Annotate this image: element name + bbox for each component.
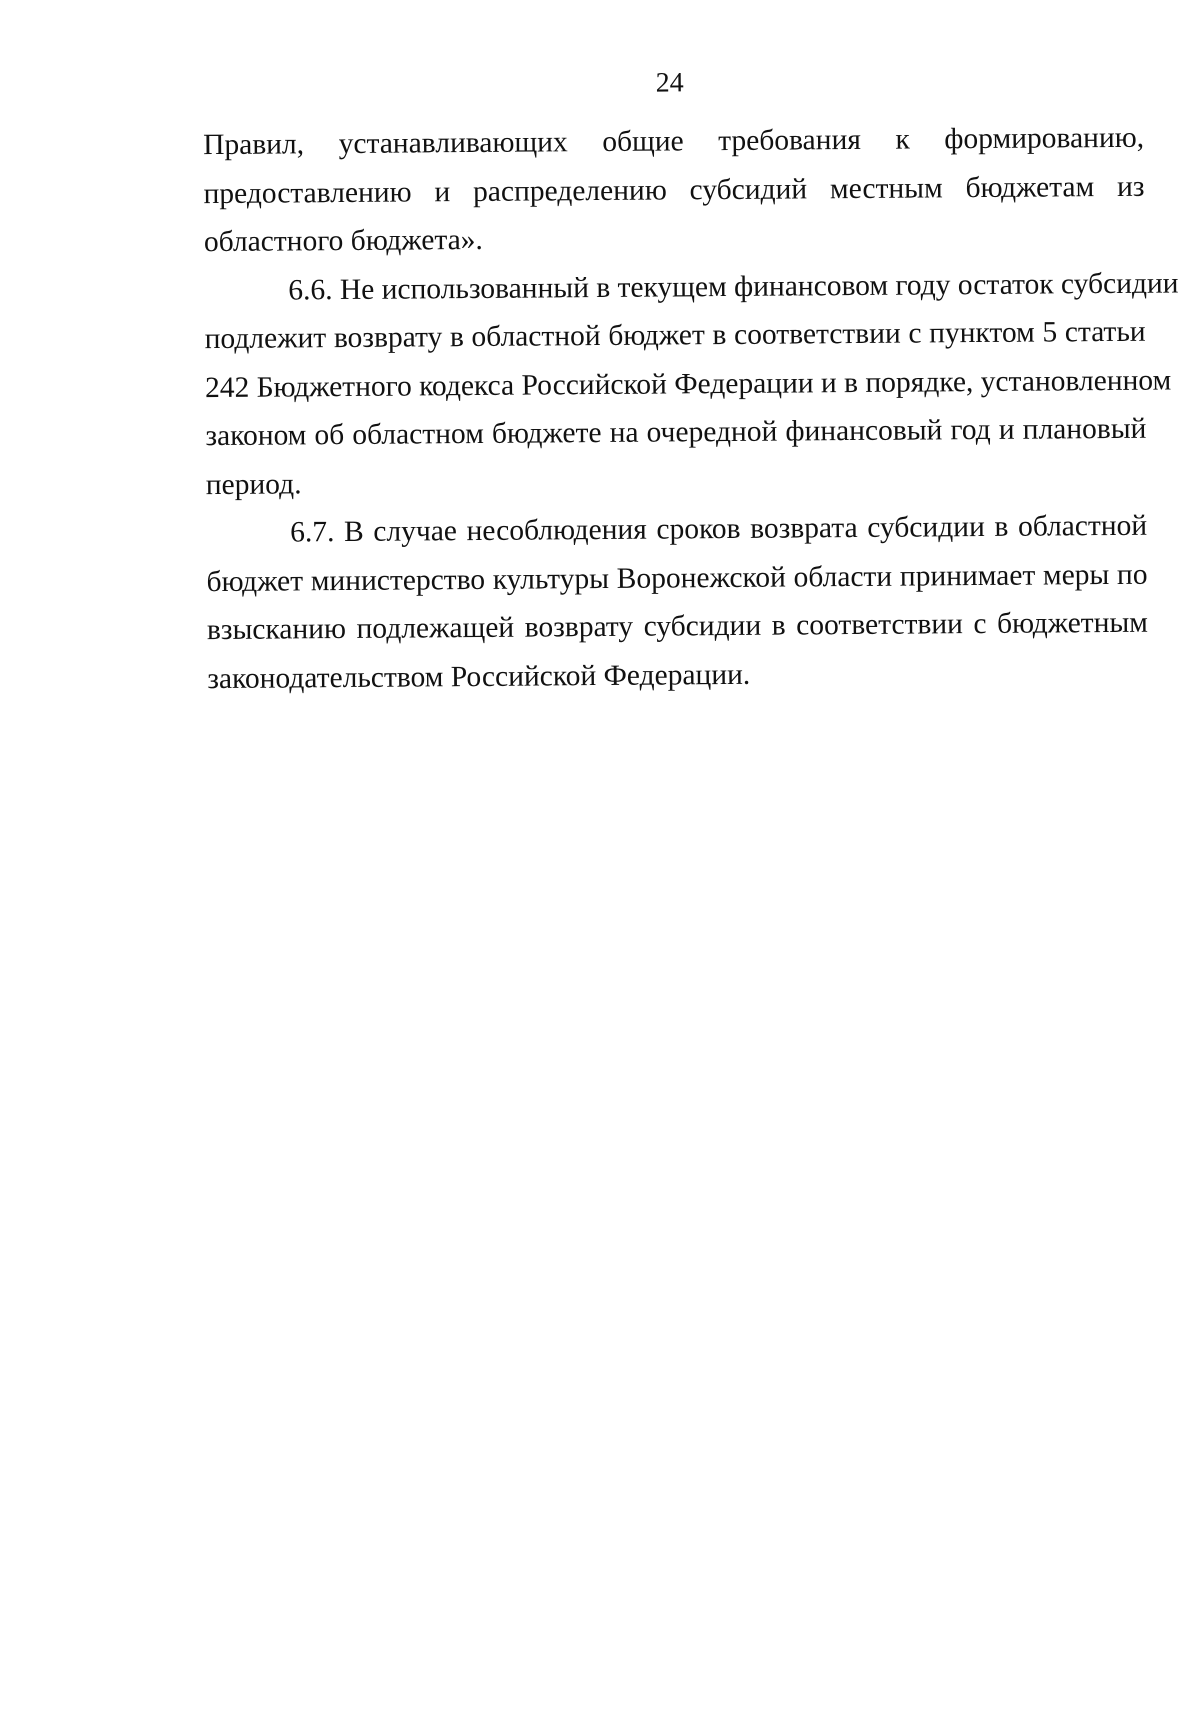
text-line: 242 Бюджетного кодекса Российской Федерации и в порядке, установленном (204, 364, 1172, 404)
text-line: взысканию подлежащей возврату субсидии в соответствии с бюджетным (206, 606, 1149, 647)
text-line: законодательством Российской Федерации. (207, 658, 751, 695)
text-line: областного бюджета». (203, 223, 483, 259)
paragraph-clause-6-7 (206, 502, 1148, 703)
text-line: Правил, устанавливающих общие требования к формированию, (203, 121, 1145, 162)
text-line: бюджет министерство культуры Воронежской области принимает меры по (206, 558, 1148, 598)
document-body (203, 114, 1179, 703)
page-number: 24 (655, 67, 684, 99)
text-line: подлежит возврату в областной бюджет в соответствии с пунктом 5 статьи (204, 315, 1146, 356)
paragraph-continuation (203, 114, 1145, 267)
text-line: период. (205, 467, 302, 501)
text-line: законом об областном бюджете на очередной финансовый год и плановый (205, 412, 1147, 453)
paragraph-clause-6-6 (204, 259, 1179, 509)
text-line: предоставлению и распределению субсидий местным бюджетам из (203, 170, 1145, 210)
text-line: 6.6. Не использованный в текущем финансовом году остаток субсидии (288, 266, 1179, 306)
text-line: 6.7. В случае несоблюдения сроков возврата субсидии в областной (290, 509, 1148, 549)
